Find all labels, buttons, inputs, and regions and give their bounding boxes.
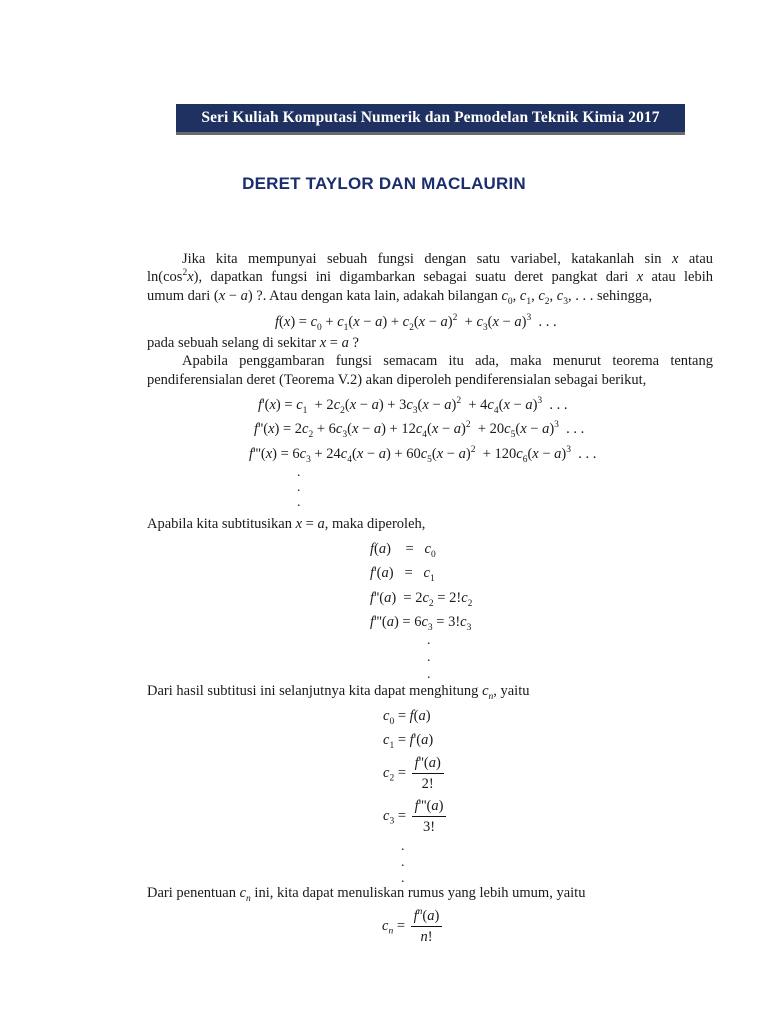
equation-first-derivative: $f'(x) = c_1 + 2c_2(x - a) + 3c_3(x - a)^2 + 4c_4(x - a)^3$ . . . (258, 396, 568, 416)
paragraph-line-4: pada sebuah selang di sekitar x = a ? (147, 335, 359, 351)
paragraph-line-7: Apabila kita subtitusikan x = a, maka diperoleh, (147, 516, 426, 532)
equation-c1: $c_1 = f'(a)$ (383, 732, 434, 751)
ellipsis-dot: . (297, 480, 301, 495)
equation-cn: $c_n$ = $\frac{f^n(a)}{n!}$ (382, 907, 444, 946)
ellipsis-dot: . (297, 495, 301, 510)
equation-c2: $c_2$ = $\frac{f''(a)}{2!}$ (383, 754, 446, 793)
paragraph-line-2: $\ln(\cos^2x)$, dapatkan fungsi ini digambarkan sebagai suatu deret pangkat dari x atau lebih (147, 268, 713, 285)
ellipsis-dot: . (401, 855, 405, 870)
equation-f3-a: $f'''(a) = 6c_3 = 3!c_3$ (370, 614, 472, 633)
equation-taylor-series: $f(x) = c_0 + c_1(x - a) + c_2(x - a)^2 + c_3(x - a)^3$ . . . (275, 313, 557, 333)
ellipsis-dot: . (427, 667, 431, 682)
equation-f2-a: $f''(a) = 2c_2 = 2!c_2$ (370, 590, 473, 609)
ellipsis-dot: . (427, 650, 431, 665)
paragraph-line-9: Dari penentuan $c_n$ ini, kita dapat menuliskan rumus yang lebih umum, yaitu (147, 885, 586, 904)
paragraph-line-3: umum dari (x − a) ?. Atau dengan kata lain, adakah bilangan $c_0$, $c_1$, $c_2$, $c_3$, . . . sehingga, (147, 288, 653, 307)
series-banner: Seri Kuliah Komputasi Numerik dan Pemodelan Teknik Kimia 2017 (176, 104, 685, 135)
paragraph-line-8: Dari hasil subtitusi ini selanjutnya kita dapat menghitung $c_n$, yaitu (147, 683, 530, 702)
equation-c3: $c_3$ = $\frac{f'''(a)}{3!}$ (383, 797, 448, 836)
ellipsis-dot: . (427, 633, 431, 648)
ellipsis-dot: . (297, 465, 301, 480)
equation-f-a: f(a) = $c_0$ (370, 541, 436, 560)
paragraph-line-6: pendiferensialan deret (Teorema V.2) akan diperoleh pendiferensialan sebagai berikut, (147, 372, 647, 388)
equation-third-derivative: $f'''(x) = 6c_3 + 24c_4(x - a) + 60c_5(x - a)^2 + 120c_6(x - a)^3$ . . . (249, 445, 597, 465)
page-title: DERET TAYLOR DAN MACLAURIN (242, 174, 526, 193)
ellipsis-dot: . (401, 871, 405, 886)
equation-c0: $c_0 = f(a)$ (383, 708, 431, 727)
paragraph-line-1: Jika kita mempunyai sebuah fungsi dengan satu variabel, katakanlah sin x atau (182, 251, 714, 267)
ellipsis-dot: . (401, 839, 405, 854)
equation-second-derivative: $f''(x) = 2c_2 + 6c_3(x - a) + 12c_4(x - a)^2 + 20c_5(x - a)^3$ . . . (254, 420, 585, 440)
paragraph-line-5: Apabila penggambaran fungsi semacam itu ada, maka menurut teorema tentang (182, 353, 713, 369)
equation-f1-a: $f'(a) = c_1$ (370, 565, 435, 584)
